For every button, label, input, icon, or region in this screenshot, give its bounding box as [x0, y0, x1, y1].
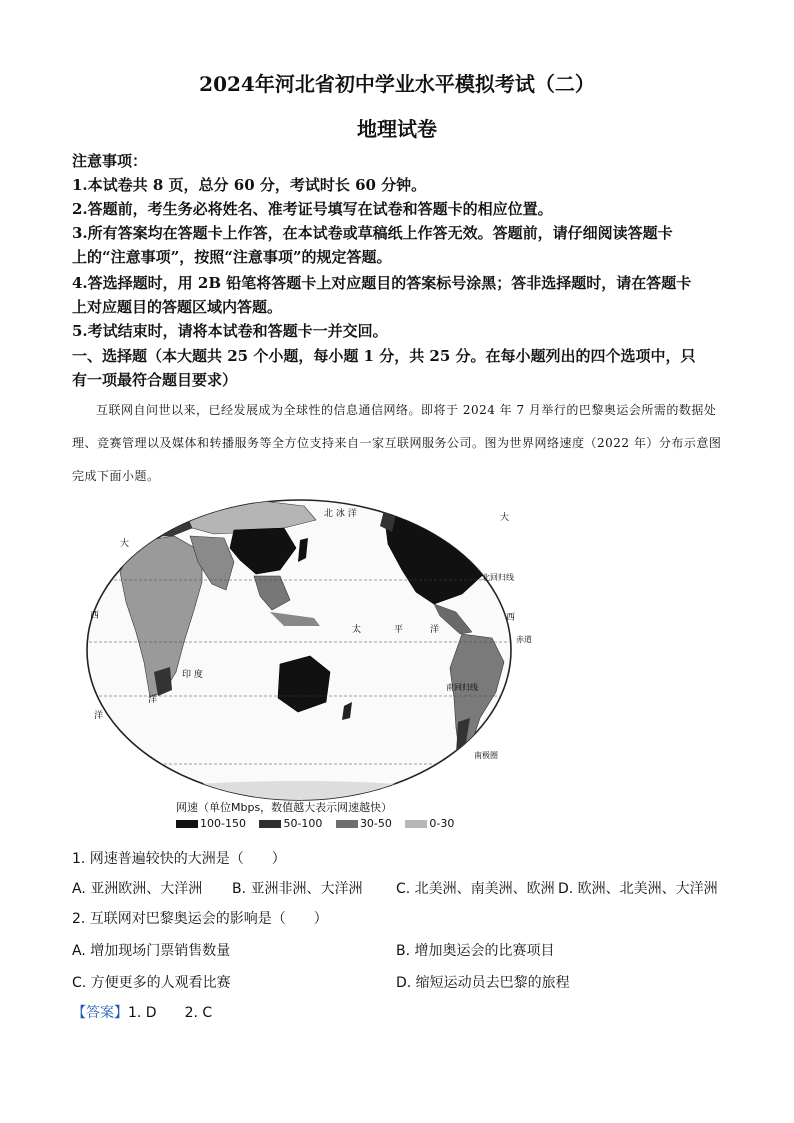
question-1-option-c: C. 北美洲、南美洲、欧洲 — [396, 881, 555, 897]
question-1-option-b: B. 亚洲非洲、大洋洲 — [232, 881, 363, 897]
map-label-tropic-s: 南回归线 — [446, 683, 478, 692]
answer-line — [72, 1002, 212, 1022]
answer-label: 【答案】 — [72, 1005, 128, 1021]
map-label-pacific: 太 — [352, 625, 362, 635]
exam-title: 2024年河北省初中学业水平模拟考试（二） — [199, 72, 595, 96]
legend-label: 0-30 — [429, 817, 455, 830]
question-1-option-d: D. 欧洲、北美洲、大洋洲 — [558, 881, 718, 897]
exam-subject: 地理试卷 — [357, 117, 437, 141]
notice-line: 4.答选择题时，用 2B 铅笔将答题卡上对应题目的答案标号涂黑；答非选择题时，请在答题卡 — [72, 274, 692, 292]
section-heading-cont: 有一项最符合题目要求） — [72, 371, 238, 389]
map-legend — [176, 799, 454, 830]
notice-line: 1.本试卷共 8 页，总分 60 分，考试时长 60 分钟。 — [72, 176, 427, 194]
legend-label: 50-100 — [283, 817, 323, 830]
legend-title: 网速（单位Mbps，数值越大表示网速越快） — [176, 801, 393, 814]
question-2-option-a: A. 增加现场门票销售数量 — [72, 943, 231, 959]
world-network-speed-map — [84, 492, 532, 832]
map-label-atlantic: 大 — [120, 539, 130, 549]
map-label-arctic: 北 冰 洋 — [324, 509, 357, 519]
map-label-antarctic: 南极圈 — [474, 751, 498, 760]
question-2-stem: 2. 互联网对巴黎奥运会的影响是（ ） — [72, 911, 328, 927]
legend-swatch — [405, 820, 427, 828]
question-2-option-c: C. 方便更多的人观看比赛 — [72, 975, 231, 991]
notice-line: 2.答题前，考生务必将姓名、准考证号填写在试卷和答题卡的相应位置。 — [72, 200, 553, 218]
notice-line: 上的“注意事项”，按照“注意事项”的规定答题。 — [72, 248, 392, 266]
reading-passage: 互联网自问世以来，已经发展成为全球性的信息通信网络。即将于 2024 年 7 月举行的巴黎奥运会所需的数据处理、竞赛管理以及媒体和转播服务等全方位支持来自一家互联网服务公司。图为世界网络速度（2022 年）分布示意图完成下面小题。 — [72, 403, 722, 483]
map-label-atlantic: 西 — [506, 613, 516, 623]
notice-line: 5.考试结束时，请将本试卷和答题卡一并交回。 — [72, 322, 388, 340]
legend-swatch — [336, 820, 358, 828]
legend-label: 30-50 — [359, 817, 392, 830]
answer-text: 1. D 2. C — [128, 1005, 213, 1021]
question-1-stem: 1. 网速普遍较快的大洲是（ ） — [72, 851, 286, 867]
map-label-tropic-n: 北回归线 — [482, 573, 514, 582]
map-label-atlantic: 西 — [90, 611, 100, 621]
question-2-option-b: B. 增加奥运会的比赛项目 — [396, 943, 555, 959]
legend-swatch — [259, 820, 281, 828]
map-label-pacific: 平 — [394, 625, 404, 635]
map-label-indian: 印 度 — [182, 670, 203, 680]
legend-swatch — [176, 820, 198, 828]
map-label-atlantic: 洋 — [94, 711, 104, 721]
map-label-atlantic: 大 — [500, 513, 510, 523]
notice-line: 上对应题目的答题区域内答题。 — [72, 298, 283, 316]
notice-line: 3.所有答案均在答题卡上作答，在本试卷或草稿纸上作答无效。答题前，请仔细阅读答题卡 — [72, 224, 673, 242]
map-label-equator: 赤道 — [516, 635, 532, 644]
map-label-indian: 洋 — [148, 695, 158, 705]
question-1-option-a: A. 亚洲欧洲、大洋洲 — [72, 881, 203, 897]
section-heading: 一、选择题（本大题共 25 个小题，每小题 1 分，共 25 分。在每小题列出的四个选项中，只 — [72, 347, 696, 365]
map-label-pacific: 洋 — [430, 625, 440, 635]
question-2-option-d: D. 缩短运动员去巴黎的旅程 — [396, 975, 570, 991]
legend-label: 100-150 — [200, 817, 246, 830]
notice-heading: 注意事项： — [72, 152, 148, 170]
